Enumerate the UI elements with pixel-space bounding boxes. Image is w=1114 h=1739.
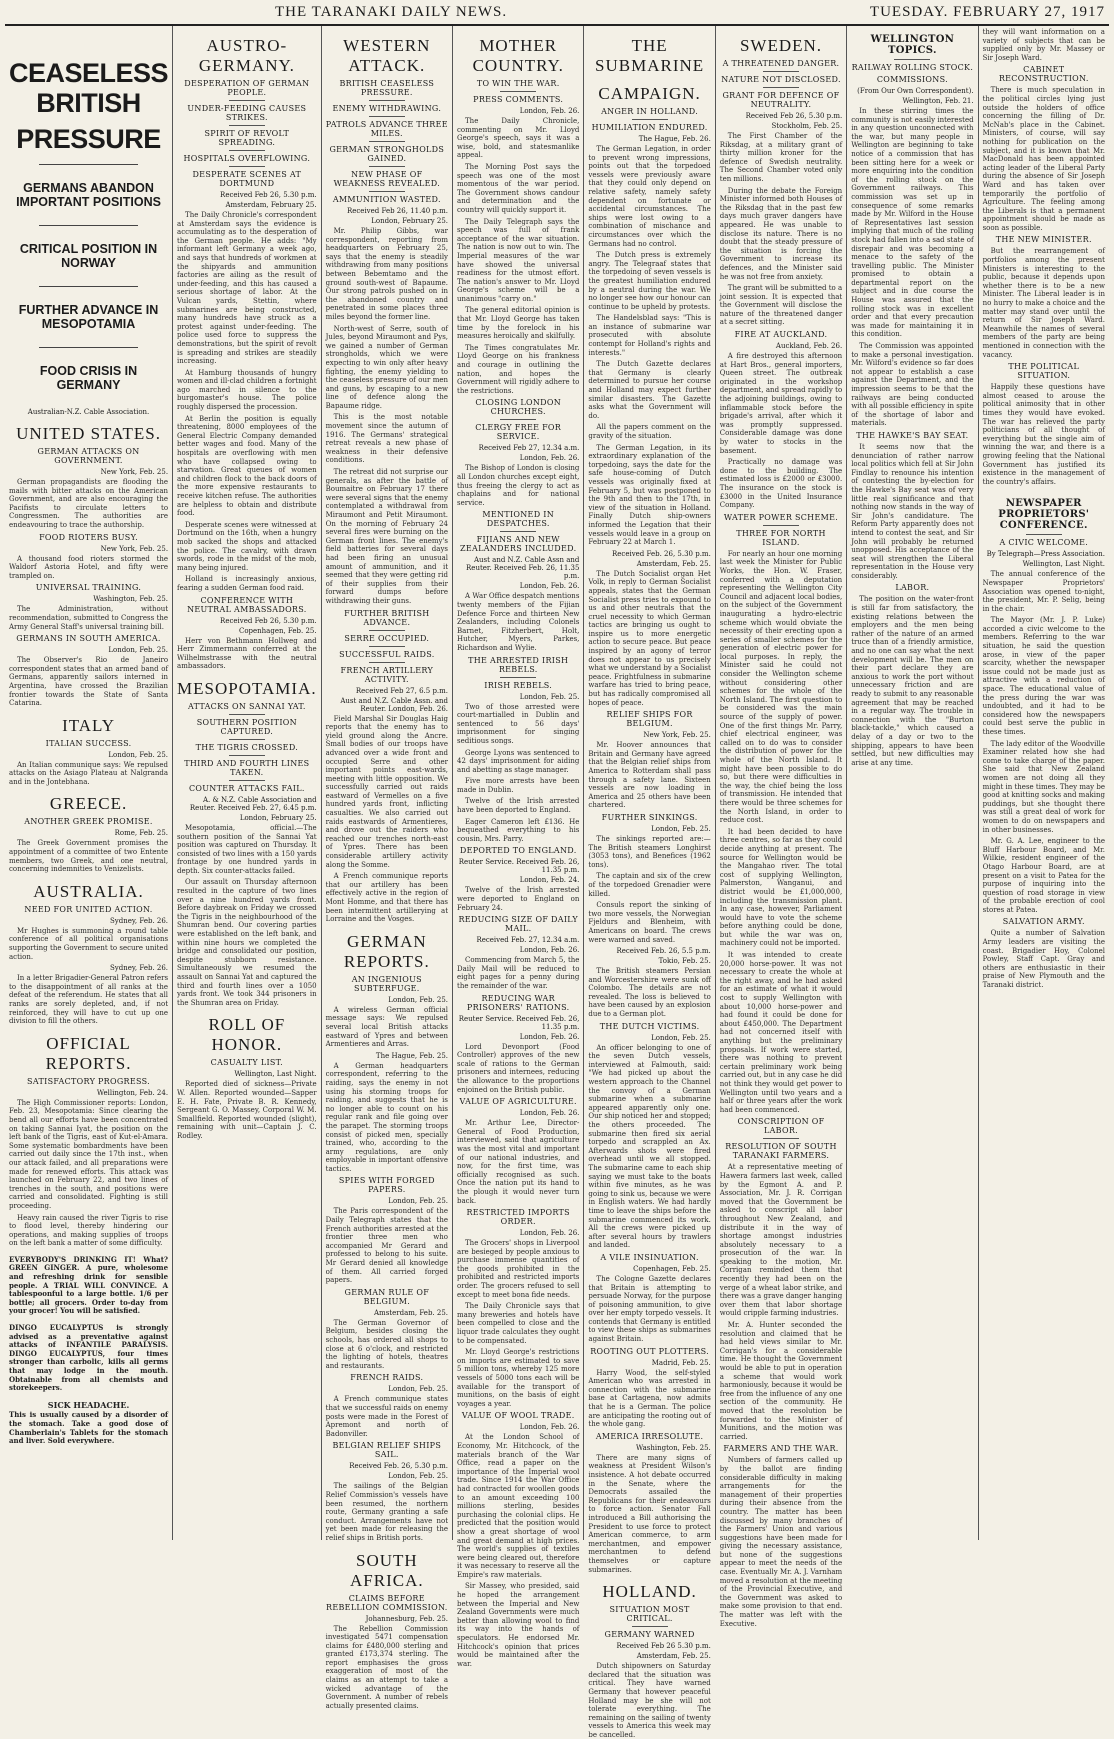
article-body: At Hamburg thousands of hungry women and ill-clad children a fortnight ago marched in silence to the burgomaster's house. The police roughly dispersed the procession. (177, 368, 317, 412)
ad-text: This is usually caused by a disorder of the stomach. Take a good dose of Chamberlain's Tablets for the stomach and liver. Sold everywhere. (9, 1410, 169, 1446)
article-subhead: A CIVIC WELCOME. (999, 538, 1089, 548)
article-body: Reported died of sickness—Private W. Allen. Reported wounded—Sapper E. H. Fate, Private B. R. Kennedy, Sergeant G. O. Massey, Corporal W. M. Smallfield. Reported wounded (slight), remaining with unit—Captain J. C. Rodley. (177, 1080, 317, 1140)
article-body: they will want information on a variety of subjects that can be supplied only by Mr. Massey or Sir Joseph Ward. (982, 28, 1105, 62)
article-body: Sir Massey, who presided, said he hoped the arrangement between the Imperial and New Zealand Governments were much better than allowing wool to find its way into the hands of speculators. He endorsed Mr. Hitchcock's opinion that prices would be maintained after the war. (457, 1582, 580, 1668)
article-subhead: THE POLITICAL SITUATION. (1008, 362, 1080, 381)
dateline: Reuter Service. Received Feb. 26, 11.35 p.m. (458, 1014, 580, 1031)
article-body: Twelve of the Irish arrested have been deported to England. (457, 797, 580, 815)
article-subhead: SALVATION ARMY. (1002, 917, 1085, 927)
dateline: Amsterdam, Feb. 25. (636, 1652, 711, 1661)
article-subhead: FIJIANS AND NEW ZEALANDERS INCLUDED. (460, 535, 577, 554)
article-body: Happily these questions have almost ceased to arouse the political animosity that in other times they would have evoked. The war has relieved the party politicians of all thought of everything but the single aim of winning the war, and there is a growing feeling that the National Government has justified its existence in the management of the country's affairs. (982, 383, 1105, 486)
dateline: Received Feb 26, 11.40 p.m. (346, 207, 449, 215)
article-body: Consuls report the sinking of two more vessels, the Norwegian Fjeldurs and Blenheim, with Americans on board. The crews were warned and saved. (588, 901, 711, 944)
masthead-date: TUESDAY. FEBRUARY 27, 1917 (869, 4, 1105, 20)
article-subhead: NATURE NOT DISCLOSED. (721, 75, 841, 84)
dateline: The Hague, Feb. 25. (375, 1051, 449, 1060)
article-body: An officer belonging to one of the seven Dutch vessels, interviewed at Falmouth, said: "We had picked up about the western approach to the Channel the convoy of a German submarine when a submarine appeared apparently only one. Our ship noticed her and stopped; the others proceeded. The submarine then fired six aerial torpedo and scrappled an Ax. Afterwards shots were fired overhead until we all stopped. The submarine came to each ship saying we must take to the boats within five minutes, as he was going to sink us, because we were in English waters. We had hardly time to leave the ships before the submarine commenced its work. All the crews were picked up after several hours by trawlers and landed. (588, 1043, 711, 1250)
article-body: It had been decided to have three centres, so far as they could decide anything at present. The source for Wellington would be the Mangahao river. The total cost of supplying Wellington, Palmerston, Wanganui, and district would be £1,000,000, including the transmission plant. In any case, however, Parliament would have to vote the scheme before anything could be done, but while the war was on, machinery could not be imported. (719, 827, 843, 948)
article-subhead: LABOR. (895, 583, 930, 593)
article-subhead: ANGER IN HOLLAND. (601, 107, 699, 116)
dateline: London, Feb. 25. (388, 995, 449, 1004)
article-body: Our assault on Thursday afternoon resulted in the capture of two lines over a nine hundred yards front. Before daybreak on Friday we crossed the Tigris in the neighbourhood of the Shumran bend. Our covering parties were established on the left bank, and within nine hours we completed the bridge and consolidated our position, despite stubborn resistance. Simultaneously we resumed the assault on Sannai Yat and captured the third and fourth lines over a 1050 yards front. We took 344 prisoners in the Shumran area on Friday. (177, 878, 317, 1007)
article-subhead: HUMILIATION ENDURED. (591, 123, 708, 132)
article-subhead: NEED FOR UNITED ACTION. (24, 904, 153, 914)
dateline: Reuter Service. Received Feb. 26, 11.35 p.m. (458, 858, 580, 875)
article-subhead: HOSPITALS OVERFLOWING. (183, 154, 311, 163)
article-subhead: AMMUNITION WASTED. (332, 195, 441, 204)
article-subhead: GRANT FOR DEFENCE OF NEUTRALITY. (722, 91, 840, 109)
article-subhead: A VILE INSINUATION. (600, 1252, 699, 1262)
article-body: A French communique reports that our artillery has been effectively active in the region of Mont Homme, and that there has been intermittent artillerying at Lorraine and the Vosges. (325, 872, 449, 924)
article-subhead: REDUCING WAR PRISONERS' RATIONS. (466, 993, 570, 1012)
dateline: The Hague, Feb. 26. (638, 135, 711, 143)
advertisement (9, 1401, 168, 1446)
article-subhead: RAILWAY ROLLING STOCK. (851, 63, 974, 72)
article-subhead: UNIVERSAL TRAINING. (35, 583, 142, 593)
dateline: Stockholm, Feb. 25. (771, 122, 843, 130)
article-subhead: CLERGY FREE FOR SERVICE. (475, 423, 562, 442)
article-body: The Mayor (Mr. J. P. Luke) accorded a civic welcome to the members. Referring to the war situation, he said the question arose, in view of the paper scarcity, whether the newspaper issue could not be made just as attractive with a reduction of space. The educational value of the press during the war was undoubted, and it had to be considered how the newspapers could best serve the public in these times. (982, 616, 1105, 736)
article-subhead: ROOTING OUT PLOTTERS. (590, 1346, 709, 1356)
article-body: The captain and six of the crew of the torpedoed Grenadier were killed. (588, 872, 711, 898)
article-body: A German headquarters correspondent, referring to the raiding, says the enemy in not using his storming troops for raiding, and suggests that he is no longer able to count on his regular rank and file going over the parapet. The storming troops consist of picked men, specially trained, who, according to the army regulations, are only employable in important offensive tactics. (325, 1061, 449, 1173)
article-body: Heavy rain caused the river Tigris to rise to flood level, thereby hindering our operations, and making supplies of troops on the left bank a matter of some difficulty. (9, 1213, 169, 1248)
article-body: The Administration, without recommendation, submitted to Congress the Army General Staff's universal training bill. (9, 605, 169, 631)
masthead (5, 4, 1109, 26)
article-subhead: RESTRICTED IMPORTS ORDER. (466, 1208, 570, 1227)
divider (39, 286, 138, 287)
section-title: SWEDEN. (739, 36, 823, 55)
article-body: The Dutch Socialist organ Het Volk, in reply to German Socialist appeals, states that the German Socialist press tries to expound to us and other neutrals that the cruel necessity to which German tactics are bringing us ought to inspire us to more energetic action to secure peace. But peace inspired by an agony of terror does not appear to us precisely what we understand by a Socialist peace. Frightfulness in submarine warfare has tried to bring peace, but has radically compromised all hopes of peace. (588, 569, 711, 707)
column-3 (322, 26, 453, 1710)
dateline: London, Feb. 25. (519, 692, 580, 701)
article-subhead: COMMISSIONS. (876, 75, 948, 84)
article-subhead: DESPERATE SCENES AT DORTMUND (192, 170, 302, 188)
article-body: The Observer's Rio de Janeiro correspondent states that an armed band of Germans, apparently sailors interned in Argentina, have crossed the Brazilian frontier towards the State of Santa Catarina. (9, 656, 169, 708)
article-subhead: DEPORTED TO ENGLAND. (459, 846, 577, 856)
article-body: There is much speculation in the political circles lying just outside the holders of office concerning the filling of Dr. McNab's place in the Cabinet. Ministers, of course, will say nothing for publication on the subject, and it is known that Mr. MacDonald has been appointed acting leader of the Liberal Party during the absence of Sir Joseph Ward and has taken over temporarily the portfolio of Agriculture. The feeling among the Liberals is that a permanent appointment should be made as soon as possible. (982, 86, 1105, 232)
article-body: Numbers of farmers called up by the ballot are finding considerable difficulty in making arrangements for the management of their properties during their absence from the country. The matter has been discussed by many branches of the Farmers' Union and various suggestions have been made for giving the necessary assistance, but none of the suggestions appear to meet the needs of the case. Eventually Mr. A. J. Varnham moved a resolution at the meeting of the Provincial Executive, and the Government was asked to make some provision to that end. The matter was left with the Executive. (719, 1456, 843, 1628)
article-body: All the papers comment on the gravity of the situation. (588, 423, 711, 440)
article-subhead: THE DUTCH VICTIMS. (599, 1021, 700, 1031)
article-subhead: A THREATENED DANGER. (722, 59, 840, 68)
article-body: But the rearrangement of portfolios among the present Ministers is interesting to the public, because it depends upon whether there is to be a new Minister. The Liberal leader is in no hurry to make a choice and the matter may stand over until the return of Sir Joseph Ward. Meanwhile the names of several members of the party are being mentioned in connection with the vacancy. (982, 247, 1105, 359)
section-title: WESTERN ATTACK. (343, 36, 431, 75)
article-body: Harry Wood, the self-styled American who was arrested in connection with the submarine base at Cartagena, now admits that he is a German. The police are anticipating the rooting out of the whole gang. (588, 1368, 711, 1429)
article-body: Mr. Lloyd George's restrictions on imports are estimated to save 5 million tons, whereby 125 more vessels of 5000 tons each will be available for the transport of munitions, on the basis of eight voyages a year. (457, 1348, 580, 1408)
article-subhead: FURTHER BRITISH ADVANCE. (344, 608, 430, 627)
dateline: Received Feb 26, 5.30 p.m. (745, 112, 843, 120)
dateline: London, February 25. (371, 217, 449, 225)
article-subhead: GERMAN RULE OF BELGIUM. (344, 1287, 430, 1306)
dateline: Received Feb 27, 6.5 p.m. (355, 686, 449, 695)
article-subhead: GERMAN ATTACKS ON GOVERNMENT. (37, 447, 140, 465)
columns (5, 26, 1109, 1739)
article-subhead: ANOTHER GREEK PROMISE. (24, 817, 153, 827)
article-subhead: WELLINGTON TOPICS. (870, 34, 955, 56)
agency-line: Australian-N.Z. Cable Association. (27, 408, 150, 416)
article-subhead: SERRE OCCUPIED. (344, 633, 430, 643)
article-subhead: FARMERS AND THE WAR. (723, 1444, 839, 1454)
section-title: UNITED STATES. (16, 424, 161, 443)
article-body: The Times congratulates Mr. Lloyd George on his frankness and courage in outlining the nation, and hopes the Government will rigidly adhere to the restrictions. (457, 343, 580, 395)
article-body: The Morning Post says the speech was one of the most momentous of the war period. The Government shows candour and determination and the country will quickly support it. (457, 162, 580, 214)
article-body: Practically no damage was done to the building. The estimated loss is £2000 or £3000. The insurance on the stock is £3000 in the United Insurance Company. (719, 458, 843, 510)
article-body: The Cologne Gazette declares that Britain is attempting to persuade Norway, for the purpose of poisoning ammunition, to give over her empty torpedo vessels. It contends that Germany is entitled to view these ships as submarines against Britain. (588, 1274, 711, 1344)
article-subhead: GERMANY WARNED (604, 1630, 695, 1640)
article-body: It was intended to create 20,000 horse-power. It was not necessary to create the whole at the right away, and he had asked for an estimate of what it would cost to supply Wellington with about 10,000 horse-power and had found it could be done for about £450,000. The Department had not concerned itself with anything but the preliminary proposals. If work were started, there was nothing to prevent certain preliminary work being carried out, but in any case he did not think they would get power to Wellington until two years and a half or three years after the work had been commenced. (719, 951, 843, 1114)
article-body: The sailings of the Belgian Relief Commission's vessels have been resumed, the northern route, Germany granting a safe conduct. Arrangements have not yet been made for releasing the relief ships in British ports. (325, 1482, 449, 1542)
article-body: This is the most notable movement since the autumn of 1916. The Germans' strategical retreat reveals a new phase of weakness in their defensive conditions. (325, 413, 449, 465)
dateline: Auckland, Feb. 26. (775, 342, 843, 351)
dateline: London, Feb. 25. (651, 1033, 711, 1042)
article-body: The German Legation, in order to prevent wrong impressions, points out that the torpedoed vessels were previously aware that they could only depend on relative safety, namely safety dependent on fortunate or accidental circumstances. The ships were lost owing to a combination of mischance and circumstances over which the Germans had no control. (588, 145, 711, 248)
section-title: GERMAN REPORTS. (343, 931, 430, 971)
dateline: New York, Feb. 25. (100, 544, 169, 553)
article-subhead: CASUALTY LIST. (210, 1058, 283, 1068)
article-body: North-west of Serre, south of Jules, beyond Miraumont and Pys, we gained a number of German strongholds, which we were expecting to win only after heavy fighting, the enemy yielding to the ceaseless pressure of our men and guns, by escaping to a new line of defence along the Bapaume ridge. (325, 324, 449, 410)
dateline: Sydney, Feb. 26. (110, 964, 169, 973)
dateline: Aust and N.Z. Cable Assn and Reuter. Received Feb. 26, 11.35 p.m. (466, 556, 580, 581)
section-title: AUSTRALIA. (33, 881, 144, 901)
article-body: The Handelsblad says: "This is an instance of submarine war prosecuted with absolute contempt for Holland's rights and interests." (588, 314, 711, 357)
lead-subhead-2: CRITICAL POSITION IN NORWAY (19, 242, 158, 270)
article-body: A thousand food rioters stormed the Waldorf Astoria Hotel, and fifty were trampled on. (9, 554, 169, 580)
divider (39, 347, 138, 348)
article-body: For nearly an hour one morning last week the Minister for Public Works, the Hon. W. Fraser, conferred with a deputation representing the Wellington City Council and adjacent local bodies, on the subject of the Government inaugurating a hydro-electric scheme which would obviate the necessity of their erecting upon a series of smaller schemes for the generation of electric power for local purposes. In reply, the Minister said he could not consider the Wellington scheme without considering other schemes for the whole of the North Island. The first question to be considered was the main source of the supply of power. One of the first things Mr. Parry, chief electrical engineer, was called on to do was to consider the distribution of power for the whole of the North Island. It might have been possible to do so, but there were difficulties in the way, the chief being the loss of transmission. He intended that there would be three schemes for the North Island, in order to reduce cost. (719, 549, 843, 825)
article-subhead: PRESS COMMENTS. (473, 95, 564, 104)
article-body: It seems now that the denunciation of rather narrow local politics which fell at Sir John Findlay to renounce his intention of contesting the by-election for the Hawke's Bay seat was of very little real significance and that nothing now stands in the way of Sir John's candidature. The Reform Party apparently does not intend to contest the seat, and Sir John will probably be returned unopposed. His acceptance of the seat will strengthen the Liberal representation in the House very considerably. (851, 442, 974, 580)
article-subhead: CLOSING LONDON CHURCHES. (475, 398, 562, 417)
article-subhead: MENTIONED IN DESPATCHES. (482, 510, 555, 529)
article-body: Five more arrests have been made in Dublin. (457, 777, 580, 794)
dateline: Washington, Feb. 25. (636, 1443, 711, 1452)
dateline: A. & N.Z. Cable Association and Reuter. Received Feb. 27, 6.45 p.m. (189, 795, 317, 812)
dateline: New York, Feb. 25. (643, 731, 711, 740)
article-subhead: VALUE OF AGRICULTURE. (459, 1097, 577, 1107)
article-subhead: FOOD RIOTERS BUSY. (39, 532, 138, 542)
dateline: Received Feb. 27, 12.34 a.m. (476, 936, 580, 945)
article-body: Herr von Bethmann Hollweg and Herr Zimmermann conferred at the Wilhelmstrasse with the neutral ambassadors. (177, 636, 317, 671)
dateline: Received Feb 26, 5.30 p.m. (220, 191, 317, 199)
article-subhead: UNDER-FEEDING CAUSES STRIKES. (187, 104, 307, 122)
article-subhead: SATISFACTORY PROGRESS. (27, 1076, 150, 1086)
article-body: The German Legation, in its extraordinary explanation of the torpedoing, says the date for the safe house-coming of Dutch vessels was originally fixed at February 5, but was postponed to the 9th and then to the 17th, in view of the situation in Holland. Finally Dutch ship-owners informed the Legation that their vessels would leave in a group on February 22 at March 1. (588, 443, 711, 547)
article-body: The retreat did not surprise our generals, as after the battle of Boumaitre on February 17 there were several signs that the enemy contemplated a withdrawal from Miraumont and Petit Miraumont. On the morning of February 24 several fires were burning on the German front lines. The enemy's field batteries for several days had been firing an unusual amount of ammunition, and it seemed that they were getting rid of their supplies from their forward dumps before withdrawing their guns. (325, 468, 449, 605)
article-body: At Berlin the position is equally threatening, 8000 employees of the General Electric Company demanded better wages and food. Many of the hospitals are overflowing with men who have collapsed owing to starvation. Great queues of women and children flock to the back doors of the more expensive restaurants to receive kitchen refuse. The authorities are helpless to obtain and distribute food. (177, 414, 317, 518)
article-subhead: AMERICA IRRESOLUTE. (595, 1431, 704, 1441)
dateline: Johannesburg, Feb. 25. (365, 1614, 449, 1623)
main-headline-1: CEASELESS BRITISH (9, 58, 169, 118)
article-subhead: FIRE AT AUCKLAND. (734, 330, 828, 340)
advertisement: DINGO EUCALYPTUS is strongly advised as a preventative against attacks of INFANTILE PARALYSIS. DINGO EUCALYPTUS, four times stronger than carbolic, kills all germs that may lodge in the mouth. Obtainable from all chemists and storekeepers. (9, 1323, 169, 1393)
dateline: Rome, Feb. 25. (114, 829, 169, 838)
dateline: London, Feb. 26. (519, 1229, 580, 1238)
dateline: Wellington, Feb. 21. (902, 97, 974, 105)
dateline: Wellington, Last Night. (234, 1070, 317, 1079)
column-7 (847, 26, 978, 1540)
dateline: Madrid, Feb. 25. (651, 1358, 711, 1367)
dateline: Wellington, Last Night. (1022, 560, 1105, 569)
lead-subhead-4: FOOD CRISIS IN GERMANY (39, 364, 138, 392)
article-body: The position on the water-front is still far from satisfactory, the existing relations between the employers and the men being rather of the nature of an armed truce than of a friendly armistice, and no one can say what the next development will be. The men on their part declare they are anxious to work the port without unnecessary friction and are ready to submit to any reasonable agreement that may be reached in a regular way. The trouble in connection with the "Burton black-tackle," which caused a delay of a day or two to the shipping, appears to have been settled, but new difficulties may arise at any time. (851, 595, 974, 767)
article-subhead: SUCCESSFUL RAIDS. (339, 649, 435, 659)
dateline: London, Feb. 26. (519, 454, 580, 463)
ad-heading: SICK HEADACHE. (47, 1399, 130, 1410)
divider (39, 164, 138, 165)
article-body: The Rebellion Commission investigated 5471 compensation claims for £480,000 sterling and granted £173,374 sterling. The report emphasises the gross exaggeration of most of the claims as an attempt to take a wicked advantage of the Government. A number of rebels actually presented claims. (325, 1624, 449, 1710)
dateline: London, Feb. 26. (519, 1032, 580, 1041)
article-subhead: FURTHER SINKINGS. (601, 812, 698, 822)
article-body: The Daily Chronicle, commenting on Mr. Lloyd George's speech, says it was a wise, bold, and statesmanlike appeal. (457, 117, 580, 160)
article-body: During the debate the Foreign Minister informed both Houses of the Riksdag that in the past few days much graver dangers have appeared. He was unable to disclose its nature. There is no doubt that the steady pressure of the situation is forcing the Government to increase its defences, and the Minister said he was not free from anxiety. (719, 186, 843, 281)
section-title: SOUTH AFRICA. (350, 1550, 424, 1590)
article-body: The general editorial opinion is that Mr. Lloyd George has taken time by the forelock in his measures heroically and skilfully. (457, 306, 580, 341)
article-subhead: RELIEF SHIPS FOR BELGIUM. (606, 710, 693, 729)
article-subhead: COUNTER ATTACKS FAIL. (188, 783, 305, 793)
article-body: The Greek Government promises the appointment of a committee of two Entente members, two Greek, and one neutral, concerning indemnities to Venizelists. (9, 839, 169, 874)
column-2 (173, 26, 322, 1540)
article-subhead: CABINET RECONSTRUCTION. (998, 65, 1089, 84)
article-body: At a representative meeting of Hawera farmers last week, called by the Egmont A. and P. Association, Mr. J. R. Corrigan moved that the Government be asked to conscript all labor throughout New Zealand, and distribute it in the way of shortage amongst industries absolutely necessary to a prosecution of the war. In speaking to the motion, Mr. Corrigan reminded them that recently they had been on the verge of a wheat labor strike, and there was a grave danger hanging over them that labor shortage would cripple farming industries. (719, 1163, 843, 1318)
dateline: Washington, Feb. 25. (93, 595, 169, 604)
article-body: Dutch shipowners on Saturday declared that the situation was critical. They have warned Germany that however peaceful Holland may be she will not tolerate everything. The remaining on the sailing of twenty vessels to America this week may be cancelled. (588, 1662, 711, 1739)
article-subhead: TO WIN THE WAR. (476, 79, 560, 88)
section-title: ROLL OF HONOR. (208, 1015, 286, 1055)
article-body: A French communique states that we successful raids on enemy posts were made in the Forest of Apremont and north of Badonviller. (325, 1395, 449, 1438)
article-subhead: ATTACKS ON SANNAI YAT. (187, 701, 306, 711)
column-5 (584, 26, 715, 1739)
dateline: London, February 25. (239, 813, 317, 822)
article-subhead: THE NEW MINISTER. (995, 235, 1092, 245)
dateline: New York, Feb. 25. (100, 468, 169, 476)
article-subhead: GERMAN STRONGHOLDS GAINED. (329, 145, 445, 163)
dateline: London, Feb. 25. (108, 750, 169, 759)
main-headline-2: PRESSURE (16, 124, 161, 154)
article-subhead: NEWSPAPER PROPRIETORS' CONFERENCE. (998, 498, 1090, 532)
dateline: London, Feb. 26. (519, 1109, 580, 1118)
dateline: Amsterdam, Feb. 25. (374, 1308, 449, 1317)
article-body: The Daily Chronicle's correspondent at Amsterdam says the evidence is accumulating as to the desperation of the German people. He adds: "My informant left Germany a week ago, and says that hundreds of workmen at the shipyards and ammunition factories are ailing as the result of under-feeding, and this has caused a serious shortage of labor. At the Vulcan yards, Stettin, where submarines are being constructed, many hundreds have struck as a protest against under-feeding. The police used force to suppress the demonstrations, but the spirit of revolt is spreading and strikes are steadily increasing. (177, 211, 317, 366)
article-body: Commencing from March 5, the Daily Mail will be reduced to eight pages for a penny during the remainder of the war. (457, 956, 580, 990)
column-4 (453, 26, 584, 1668)
dateline: Wellington, Feb. 24. (96, 1088, 169, 1097)
section-title: MESOPOTAMIA. (177, 678, 317, 698)
article-body: The Daily Chronicle says that many breweries and hotels have been compelled to close and the liquor trade calculates they ought to be compensated. (457, 1302, 580, 1345)
column-6 (716, 26, 847, 1628)
dateline: Received Feb 26, 5.30 p.m. (220, 616, 317, 625)
article-body: A wireless German official message says: We repulsed several local British attacks eastward of Ypres and between Armentieres and Arras. (325, 1005, 449, 1049)
article-body: Quite a number of Salvation Army leaders are visiting the coast. Brigadier Hoy, Colonel Powley, Staff Capt. Gray and others are enthusiastic in their praise of New Plymouth and the Taranaki district. (982, 929, 1105, 990)
article-subhead: BELGIAN RELIEF SHIPS SAIL. (332, 1441, 442, 1460)
article-subhead: RESOLUTION OF SOUTH TARANAKI FARMERS. (725, 1142, 837, 1161)
section-title: ITALY (62, 715, 115, 735)
article-subhead: THE TIGRIS CROSSED. (195, 742, 299, 752)
dateline: Tokio, Feb. 25. (658, 957, 711, 966)
divider (39, 225, 138, 226)
article-subhead: IRISH REBELS. (484, 680, 553, 690)
dateline: London, Feb. 26. (519, 1423, 580, 1432)
article-subhead: BRITISH CEASELESS PRESSURE. (339, 79, 435, 97)
article-subhead: DESPERATION OF GERMAN PEOPLE. (184, 79, 310, 97)
article-subhead: ITALIAN SUCCESS. (45, 738, 132, 748)
article-body: The British steamers Persian and Worcestershire were sunk off Colombo. The details are not revealed. The loss is believed to have been caused by an explosion due to a German plot. (588, 967, 711, 1019)
dateline: Received Feb. 26, 5.30 p.m. (611, 549, 711, 558)
article-body: Mr Hughes is summoning a round table conference of all political organisations supporting the Government to secure united action. (9, 926, 169, 961)
masthead-title: THE TARANAKI DAILY NEWS. (275, 4, 508, 20)
dateline: Received Feb 26 5.30 p.m. (616, 1642, 711, 1651)
article-subhead: FRENCH ARTILLERY ACTIVITY. (340, 665, 434, 684)
column-8 (979, 26, 1109, 1540)
section-title: OFFICIAL REPORTS. (45, 1033, 132, 1073)
article-subhead: REDUCING SIZE OF DAILY MAIL. (458, 915, 578, 934)
section-title: GREECE. (49, 794, 128, 814)
article-subhead: SOUTHERN POSITION CAPTURED. (196, 717, 297, 736)
section-title: CAMPAIGN. (598, 84, 701, 103)
lead-subhead-1: GERMANS ABANDON IMPORTANT POSITIONS (16, 181, 161, 209)
article-body: Holland is increasingly anxious, fearing a sudden German food raid. (177, 575, 317, 592)
article-body: The First Chamber of the Riksdag, at a military grant of thirty million kroner for the defence of Swedish neutrality. The Second Chamber voted only ten millions. (719, 132, 843, 183)
article-body: The lady editor of the Woodville Examiner related how she had come to take charge of the paper. She said that New Zealand women are not doing all they might in these times. They may be good at knitting socks and making puddings, but she thought there was still a great deal of work for women to do on newspapers and in other businesses. (982, 739, 1105, 834)
article-subhead: THREE FOR NORTH ISLAND. (736, 528, 826, 547)
dateline: London, Feb. 25. (388, 1472, 449, 1481)
article-subhead: THIRD AND FOURTH LINES TAKEN. (184, 758, 310, 777)
dateline: Amsterdam, Feb. 25. (636, 559, 711, 568)
article-body: Mr. A. Hunter seconded the resolution and claimed that he had held views similar to Mr. Corrigan's for a considerable time. He thought the Government would be able to put in operation a scheme that would work harmoniously, because it would be free from the influence of any one section of the community. He moved that the resolution be forwarded to the Minister of Munitions, and the motion was carried. (719, 1321, 843, 1441)
article-body: Field Marshal Sir Douglas Haig reports that the enemy has to yield ground along the Ancre. Small bodies of our troops have advanced over a wide front and occupied Serre and other important points east-wards, meeting with little opposition. We successfully carried out raids eastward of Vermelles on a five hundred yards front, inflicting casualties. We also carried out raids eastwards of Armentieres, and drove out the raiders who reached our trenches north-east of Ypres. There has been considerable artillery activity along the Somme. (325, 714, 449, 869)
article-body: Mr. Philip Gibbs, war correspondent, reporting from headquarters on February 25, says that the enemy is steadily withdrawing from many positions between Bebemtamo and the ground south-west of Bapaume. Our strong patrols pushed on in the abandoned country and penetrated in some places three miles beyond the former line. (325, 227, 449, 321)
article-body: An Italian communique says: We repulsed attacks on the Asiago Plateau at Nalgranda and in the Jontebhana. (9, 760, 169, 786)
article-subhead: PATROLS ADVANCE THREE MILES. (325, 120, 448, 138)
article-subhead: WATER POWER SCHEME. (723, 512, 839, 522)
article-body: Mr. Hoover announces that Britain and Germany have agreed that the Belgian relief ships from America to Rotterdam shall pass through a safety lane. Sixteen vessels are now loading in America and 25 others have been chartered. (588, 741, 711, 810)
article-subhead: CLAIMS BEFORE REBELLION COMMISSION. (326, 1593, 448, 1612)
article-subhead: VALUE OF WOOL TRADE. (461, 1411, 575, 1421)
article-body: The Grocers' shops in Liverpool are besieged by people anxious to purchase immense quantities of the goods prohibited in the prohibited and restricted imports order. The grocers refused to sell except to meet bona fide needs. (457, 1239, 580, 1299)
article-subhead: AN INGENIOUS SUBTERFUGE. (351, 974, 422, 993)
article-body: The annual conference of the Newspaper Proprietors' Association was opened to-night, the president, Mr. P. Selig, being in the chair. (982, 570, 1105, 613)
dateline: Sydney, Feb. 26. (110, 916, 169, 925)
article-body: The sinkings reported are:—The British steamers Longhirst (3053 tons), and Benefices (1962 tons). (588, 834, 711, 869)
article-body: George Lyons was sentenced to 42 days' imprisonment for aiding and abetting as stage manager. (457, 748, 580, 774)
dateline: (From Our Own Correspondent). (857, 87, 974, 95)
section-title: AUSTRO-GERMANY. (198, 36, 295, 75)
dateline: London, Feb. 26. (519, 582, 580, 591)
advertisement: EVERYBODY'S DRINKING IT! What? GREEN GINGER. A pure, wholesome and refreshing drink for sensible people. A TRIAL WILL CONVINCE. A tablespoonful to a large bottle. 1/6 per bottle; all grocers. Order to-day from your grocer! You will be satisfied. (9, 1254, 169, 1316)
article-body: The Bishop of London is closing all London churches except eight, thus freeing the clergy to act as chaplains and for national service. (457, 464, 580, 507)
article-subhead: THE HAWKE'S BAY SEAT. (856, 430, 969, 440)
article-body: Two of those arrested were court-martialled in Dublin and sentenced to 56 days' imprisonment for singing seditious songs. (457, 702, 580, 745)
article-body: There are many signs of weakness at President Wilson's insistence. A hot debate occurred in the Senate, where the Democrats assailed the Republicans for their endeavours to force action. Senator Fall introduced a Bill authorising the President to use force to protect American commerce, to arm merchantmen, and empower merchantmen to defend themselves or capture submarines. (588, 1453, 711, 1574)
article-body: A War Office despatch mentions twenty members of the Fijian Defence Force and thirteen New Zealanders, including Colonels Barnet, Fitzherbert, Holt, Hutcher, Myers, Parkes, Richardson and Wylie. (457, 592, 580, 652)
article-body: The German Governor of Belgium, besides closing the schools, has ordered all shops to close at 6 o'clock, and restricted the lighting of hotels, theatres and restaurants. (325, 1318, 449, 1370)
dateline: London, Feb. 25. (388, 1385, 449, 1394)
article-body: Desperate scenes were witnessed at Dortmund on the 16th, when a hungry mob sacked the shops and attacked the police. The cavalry, with drawn swords, rode in the midst of the mob, many being injured. (177, 520, 317, 572)
article-body: The Daily Telegraph says the speech was full of frank acceptance of the war situation. The nation is now out to win. The Imperial measures of the war have showed the universal readiness for the utmost effort. The nation's answer to Mr. Lloyd George's scheme will be a unanimous "carry on." (457, 217, 580, 303)
article-body: The grant will be submitted to a joint session. It is expected that the Government will disclose the nature of the threatened danger at a secret sitting. (719, 284, 843, 327)
section-title: THE SUBMARINE (595, 36, 705, 75)
dateline: London, Feb. 25. (108, 646, 169, 655)
article-body: Mr. Arthur Lee, Director-General of Food Production, interviewed, said that agriculture was the most vital and important of our national industries, and now, for the first time, was officially recognised as such. Once the nation put its hand to the plough it would never turn back. (457, 1119, 580, 1205)
article-body: Lord Devonport (Food Controller) approves of the new scale of rations to the German prisoners and internees, reducing the allowance to the proportions enjoined on the British public. (457, 1042, 580, 1094)
dateline: Amsterdam, February 25. (225, 201, 317, 209)
article-body: Twelve of the Irish arrested were deported to England on February 24. (457, 886, 580, 912)
dateline: Received Feb. 26, 5.30 p.m. (349, 1462, 449, 1471)
article-body: Eager Cameron left £136. He bequeathed everything to his cousin, Mrs. Parry. (457, 817, 580, 843)
article-body: The Dutch press is extremely angry. The Telegraaf states that the torpedoing of seven vessels is the greatest humiliation endured by a neutral during the war. We no longer see how our honour can continue to be upheld by protests. (588, 251, 711, 311)
article-body: In these stirring times the community is not easily interested in any question unconnected with the war, but many people in Wellington are beginning to take notice of a commission that has been sitting here for a week or more enquiring into the condition of the rolling stock on the Government railways. This commission was set up in consequence of some remarks made by Mr. Wilford in the House of Representatives last session implying that much of the rolling stock had fallen into a sad state of disrepair and was becoming a menace to the safety of the travelling public. The Minister promised to obtain a departmental report on the subject and in due course the House was assured that the rolling stock was in excellent order and that every precaution was made for maintaining it in this condition. (851, 107, 974, 339)
section-title: MOTHER COUNTRY. (472, 36, 564, 75)
dateline: Copenhagen, Feb. 25. (633, 1264, 711, 1273)
article-subhead: GERMANS IN SOUTH AMERICA. (16, 634, 161, 644)
article-body: The Commission was appointed to make a personal investigation. Mr. Wilford's evidence so far does not appear to establish a case against the Department, and the impression seems to be that the railways are being conducted with all possible efficiency in spite of the shortage of labor and materials. (851, 342, 974, 428)
article-body: Mesopotamia, official.—The southern position of the Sannai Yat position was captured on Thursday. It consisted of two lines with a 150 yards frontage by one hundred yards in depth. Six counter-attacks failed. (177, 823, 317, 875)
article-body: Mr. G. A. Lee, engineer to the Bluff Harbour Board, and Mr. Wilkie, resident engineer of the Otago Harbour Board, are at present on a visit to Patea for the purpose of inquiring into the question of road storage in view of the probable erection of cool stores at Patea. (982, 837, 1105, 914)
article-body: The High Commissioner reports: London, Feb. 23, Mesopotamia: Since clearing the bend all our efforts have been concentrated on taking Sannai Iyat, the position on the left bank of the Tigris, east of Kut-el-Amara. Some systematic bombardments have been carried out daily since the 17th inst., when our attack failed, and all preparations were made for renewed efforts. This attack was launched on February 22, and two lines of trenches in the south, and positions were carried and consolidated. Fighting is still proceeding. (9, 1098, 169, 1210)
article-subhead: THE ARRESTED IRISH REBELS. (468, 655, 569, 674)
dateline: Received Feb. 26, 5.5 p.m. (616, 947, 711, 956)
dateline: London, Feb. 26. (519, 946, 580, 955)
dateline: London, Feb. 26. (519, 107, 580, 115)
article-body: German propagandists are flooding the mails with bitter attacks on the American Government, and are also encouraging the Pacifists to circulate letters to Congressmen. The authorities are endeavouring to trace the authorship. (9, 478, 169, 529)
dateline: Copenhagen, Feb. 25. (238, 626, 317, 635)
dateline: London, Feb. 25. (388, 1197, 449, 1206)
dateline: By Telegraph—Press Association. (986, 550, 1105, 559)
article-subhead: CONFERENCE WITH NEUTRAL AMBASSADORS. (187, 595, 307, 614)
article-body: The Paris correspondent of the Daily Telegraph states that the French authorities arrested at the frontier three men who accompanied Mr Gerard and professed to belong to his suite. Mr Gerard denied all knowledge of them. All carried forged papers. (325, 1207, 449, 1285)
article-subhead: FRENCH RAIDS. (350, 1373, 424, 1383)
article-subhead: SPIES WITH FORGED PAPERS. (338, 1176, 435, 1195)
article-subhead: SITUATION MOST CRITICAL. (609, 1605, 690, 1624)
dateline: London, Feb. 24. (519, 876, 580, 885)
article-subhead: SPIRIT OF REVOLT SPREADING. (204, 129, 290, 147)
lead-subhead-3: FURTHER ADVANCE IN MESOPOTAMIA (18, 303, 159, 331)
newspaper-page (5, 4, 1109, 1739)
section-title: HOLLAND. (602, 1582, 697, 1602)
dateline: Received Feb 27, 12.34 a.m. (478, 444, 580, 453)
article-body: At the London School of Economy, Mr. Hitchcock, of the materials branch of the War Office, read a paper on the importance of the Imperial wool trade. Since 1914 the War Office had contracted for woollen goods to an amount exceeding 100 millions sterling, besides purchasing the colonial clips. He predicted that the position would show a great shortage of wool and great demand at high prices. The world's supplies of textiles were being cleared out, therefore it was necessary to reserve all the Empire's raw materials. (457, 1433, 580, 1579)
article-subhead: ENEMY WITHDRAWING. (332, 104, 442, 113)
dateline: London, Feb. 25. (651, 824, 711, 833)
dateline: Aust and N.Z. Cable Assn. and Reuter. London, Feb. 26. (340, 696, 449, 713)
column-1 (5, 26, 173, 1540)
article-body: In a letter Brigadier-General Patron refers to the disappointment of all ranks at the defeat of the referendum. He states that all ranks are sorely depleted, and, if not reinforced, they will have to cut up one division to fill the others. (9, 974, 169, 1026)
article-body: A fire destroyed this afternoon at Hart Bros., general importers, Queen street. The outbreak originated in the workshop department, and spread rapidly to the adjoining buildings, owing to inflammable stock before the brigade's arrival, after which it was promptly suppressed. Considerable damage was done by water to stocks in the basement. (719, 352, 843, 455)
article-subhead: NEW PHASE OF WEAKNESS REVEALED. (333, 170, 441, 188)
article-body: The Dutch Gazette declares that Germany is clearly determined to pursue her course and Holland may expect further similar disasters. The Gazette asks what the Government will do. (588, 360, 711, 420)
article-subhead: CONSCRIPTION OF LABOR. (737, 1117, 825, 1136)
